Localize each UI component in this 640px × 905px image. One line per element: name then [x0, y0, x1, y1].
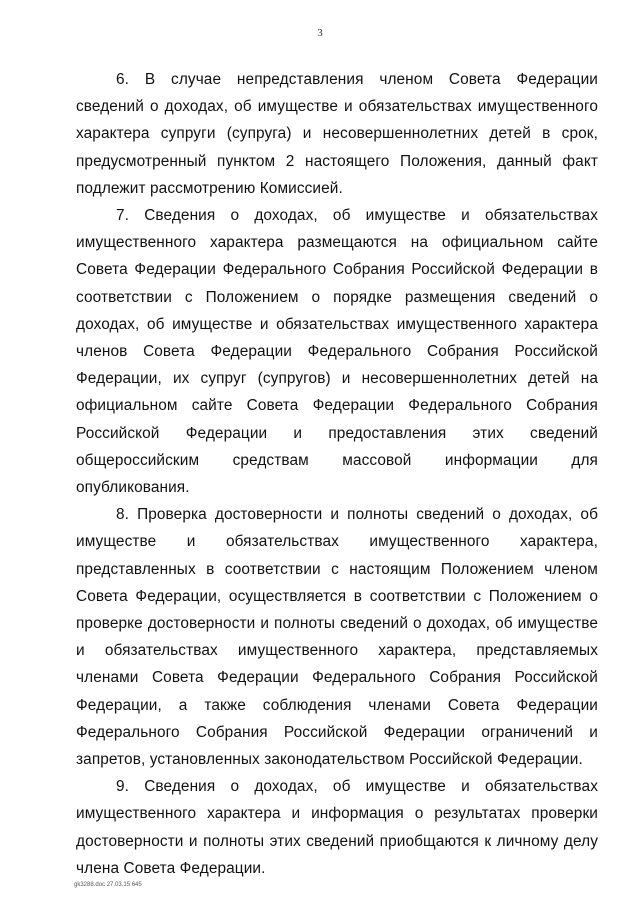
paragraph-7: 7. Сведения о доходах, об имуществе и обязательствах имущественного характера размещаются на официальном сайте Совета Федерации Федерального Собрания Российской Федерации в соответствии с Положением о порядке размещения сведений о доходах, об имуществе и обязательствах имущественного характера членов Совета Федерации Федерального Собрания Российской Федерации, их супруг (супругов) и несовершеннолетних детей на официальном сайте Совета Федерации Федерального Собрания Российской Федерации и предоставления этих сведений общероссийским средствам массовой информации для опубликования. [76, 207, 598, 497]
document-body [76, 66, 598, 882]
paragraph-8: 8. Проверка достоверности и полноты сведений о доходах, об имуществе и обязательствах имущественного характера, представленных в соответствии с настоящим Положением членом Совета Федерации, осуществляется в соответствии с Положением о проверке достоверности и полноты сведений о доходах, об имуществе и обязательствах имущественного характера, представляемых членами Совета Федерации Федерального Собрания Российской Федерации, а также соблюдения членами Совета Федерации Федерального Собрания Российской Федерации ограничений и запретов, установленных законодательством Российской Федерации. [76, 506, 598, 769]
page-number: 3 [317, 27, 323, 39]
paragraph-6: 6. В случае непредставления членом Совета Федерации сведений о доходах, об имуществе и обязательствах имущественного характера супруги (супруга) и несовершеннолетних детей в срок, предусмотренный пунктом 2 настоящего Положения, данный факт подлежит рассмотрению Комиссией. [76, 71, 598, 197]
document-footer-code: gk3288.doc 27.03.15 645 [74, 882, 142, 888]
paragraph-9: 9. Сведения о доходах, об имуществе и обязательствах имущественного характера и информация о результатах проверки достоверности и полноты этих сведений приобщаются к личному делу члена Совета Федерации. [76, 778, 598, 877]
